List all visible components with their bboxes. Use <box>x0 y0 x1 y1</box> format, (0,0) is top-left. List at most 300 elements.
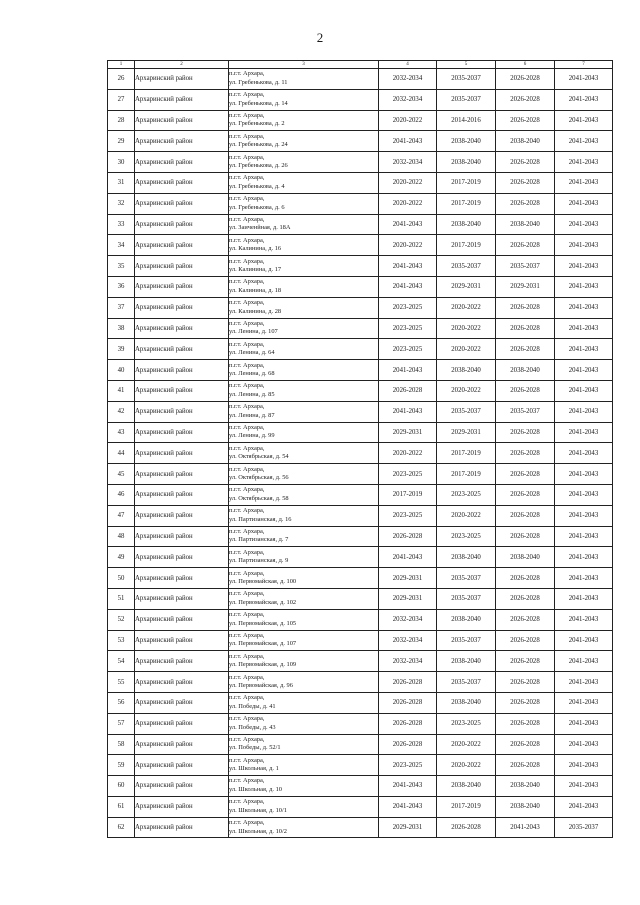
period-col-4: 2023-2025 <box>379 297 437 318</box>
district-name: Архаринский район <box>135 568 229 589</box>
address <box>229 526 379 547</box>
address-street: ул. Ленина, д. 85 <box>229 390 275 398</box>
period-col-5: 2035-2037 <box>437 588 496 609</box>
row-number: 59 <box>108 755 135 776</box>
district-name: Архаринский район <box>135 547 229 568</box>
period-col-5: 2017-2019 <box>437 193 496 214</box>
address-street: ул. Заиченйная, д. 18А <box>229 224 291 232</box>
address-street: ул. Калинина, д. 16 <box>229 245 282 253</box>
period-col-4: 2029-2031 <box>379 817 437 838</box>
period-col-6: 2026-2028 <box>496 734 555 755</box>
address-locality: п.г.т. Архара, <box>229 527 265 535</box>
row-number: 30 <box>108 152 135 173</box>
row-number: 45 <box>108 464 135 485</box>
period-col-4: 2026-2028 <box>379 526 437 547</box>
address-locality: п.г.т. Архара, <box>229 694 265 702</box>
period-col-7: 2041-2043 <box>555 568 613 589</box>
column-number-row <box>108 61 613 69</box>
period-col-7: 2041-2043 <box>555 505 613 526</box>
period-col-7: 2041-2043 <box>555 360 613 381</box>
address-locality: п.г.т. Архара, <box>229 215 265 223</box>
period-col-4: 2032-2034 <box>379 152 437 173</box>
period-col-4: 2020-2022 <box>379 193 437 214</box>
address <box>229 89 379 110</box>
district-name: Архаринский район <box>135 235 229 256</box>
period-col-6: 2038-2040 <box>496 796 555 817</box>
district-name: Архаринский район <box>135 401 229 422</box>
period-col-5: 2035-2037 <box>437 568 496 589</box>
address-street: ул. Школьная, д. 10 <box>229 785 282 793</box>
district-name: Архаринский район <box>135 172 229 193</box>
period-col-6: 2026-2028 <box>496 692 555 713</box>
period-col-6: 2026-2028 <box>496 380 555 401</box>
period-col-6: 2026-2028 <box>496 443 555 464</box>
row-number: 60 <box>108 776 135 797</box>
period-col-6: 2026-2028 <box>496 297 555 318</box>
address-street: ул. Партизанская, д. 16 <box>229 515 292 523</box>
address <box>229 505 379 526</box>
address <box>229 339 379 360</box>
table-row <box>108 734 613 755</box>
period-col-4: 2029-2031 <box>379 422 437 443</box>
table-row <box>108 131 613 152</box>
table-row <box>108 484 613 505</box>
address-street: ул. Гребенькова, д. 2 <box>229 120 285 128</box>
address <box>229 755 379 776</box>
address-street: ул. Первомайская, д. 102 <box>229 598 297 606</box>
period-col-5: 2035-2037 <box>437 672 496 693</box>
period-col-5: 2035-2037 <box>437 89 496 110</box>
row-number: 39 <box>108 339 135 360</box>
district-name: Архаринский район <box>135 672 229 693</box>
address <box>229 568 379 589</box>
district-name: Архаринский район <box>135 755 229 776</box>
period-col-5: 2026-2028 <box>437 817 496 838</box>
district-name: Архаринский район <box>135 692 229 713</box>
period-col-5: 2038-2040 <box>437 609 496 630</box>
row-number: 61 <box>108 796 135 817</box>
address-street: ул. Первомайская, д. 107 <box>229 640 297 648</box>
period-col-4: 2032-2034 <box>379 630 437 651</box>
district-name: Архаринский район <box>135 588 229 609</box>
period-col-6: 2026-2028 <box>496 755 555 776</box>
address <box>229 214 379 235</box>
period-col-4: 2026-2028 <box>379 713 437 734</box>
period-col-7: 2041-2043 <box>555 256 613 277</box>
period-col-5: 2038-2040 <box>437 692 496 713</box>
period-col-5: 2029-2031 <box>437 422 496 443</box>
address-locality: п.г.т. Архара, <box>229 611 265 619</box>
address-street: ул. Гребенькова, д. 4 <box>229 182 285 190</box>
period-col-7: 2041-2043 <box>555 672 613 693</box>
row-number: 62 <box>108 817 135 838</box>
address-street: ул. Школьная, д. 1 <box>229 765 279 773</box>
row-number: 57 <box>108 713 135 734</box>
address-street: ул. Октябрьская, д. 58 <box>229 494 289 502</box>
table-row <box>108 526 613 547</box>
table-row <box>108 380 613 401</box>
row-number: 47 <box>108 505 135 526</box>
column-number-header: 6 <box>496 61 555 69</box>
address-street: ул. Гребенькова, д. 26 <box>229 162 288 170</box>
period-col-5: 2038-2040 <box>437 214 496 235</box>
period-col-7: 2041-2043 <box>555 193 613 214</box>
period-col-4: 2041-2043 <box>379 214 437 235</box>
period-col-4: 2020-2022 <box>379 443 437 464</box>
row-number: 28 <box>108 110 135 131</box>
row-number: 56 <box>108 692 135 713</box>
row-number: 44 <box>108 443 135 464</box>
district-name: Архаринский район <box>135 214 229 235</box>
address <box>229 443 379 464</box>
address <box>229 235 379 256</box>
address <box>229 734 379 755</box>
period-col-4: 2041-2043 <box>379 360 437 381</box>
table-row <box>108 339 613 360</box>
period-col-6: 2026-2028 <box>496 172 555 193</box>
table-row <box>108 713 613 734</box>
period-col-5: 2017-2019 <box>437 796 496 817</box>
period-col-5: 2038-2040 <box>437 547 496 568</box>
table-row <box>108 360 613 381</box>
address <box>229 609 379 630</box>
period-col-5: 2038-2040 <box>437 651 496 672</box>
period-col-4: 2020-2022 <box>379 172 437 193</box>
table-row <box>108 89 613 110</box>
period-col-7: 2041-2043 <box>555 318 613 339</box>
address-locality: п.г.т. Архара, <box>229 590 265 598</box>
district-name: Архаринский район <box>135 713 229 734</box>
address-locality: п.г.т. Архара, <box>229 340 265 348</box>
period-col-7: 2041-2043 <box>555 734 613 755</box>
address <box>229 256 379 277</box>
address-street: ул. Октябрьская, д. 56 <box>229 474 289 482</box>
period-col-4: 2026-2028 <box>379 672 437 693</box>
period-col-6: 2026-2028 <box>496 713 555 734</box>
address-locality: п.г.т. Архара, <box>229 735 265 743</box>
period-col-6: 2038-2040 <box>496 214 555 235</box>
period-col-5: 2035-2037 <box>437 630 496 651</box>
period-col-4: 2023-2025 <box>379 505 437 526</box>
district-name: Архаринский район <box>135 193 229 214</box>
table-row <box>108 256 613 277</box>
period-col-4: 2029-2031 <box>379 588 437 609</box>
period-col-6: 2038-2040 <box>496 360 555 381</box>
period-col-6: 2026-2028 <box>496 588 555 609</box>
table-row <box>108 672 613 693</box>
address-locality: п.г.т. Архара, <box>229 777 265 785</box>
district-name: Архаринский район <box>135 526 229 547</box>
period-col-4: 2023-2025 <box>379 318 437 339</box>
row-number: 48 <box>108 526 135 547</box>
row-number: 52 <box>108 609 135 630</box>
period-col-4: 2041-2043 <box>379 256 437 277</box>
address-locality: п.г.т. Архара, <box>229 631 265 639</box>
period-col-4: 2020-2022 <box>379 110 437 131</box>
address <box>229 630 379 651</box>
district-name: Архаринский район <box>135 339 229 360</box>
period-col-6: 2026-2028 <box>496 484 555 505</box>
row-number: 46 <box>108 484 135 505</box>
period-col-5: 2020-2022 <box>437 380 496 401</box>
table-row <box>108 796 613 817</box>
period-col-7: 2041-2043 <box>555 588 613 609</box>
period-col-5: 2029-2031 <box>437 276 496 297</box>
address <box>229 193 379 214</box>
row-number: 26 <box>108 69 135 90</box>
address <box>229 817 379 838</box>
table-row <box>108 422 613 443</box>
address <box>229 484 379 505</box>
period-col-6: 2035-2037 <box>496 401 555 422</box>
row-number: 58 <box>108 734 135 755</box>
period-col-6: 2026-2028 <box>496 69 555 90</box>
address <box>229 172 379 193</box>
period-col-6: 2038-2040 <box>496 547 555 568</box>
table-row <box>108 443 613 464</box>
address <box>229 401 379 422</box>
address-street: ул. Победы, д. 52/1 <box>229 744 281 752</box>
row-number: 38 <box>108 318 135 339</box>
district-name: Архаринский район <box>135 776 229 797</box>
table-body <box>108 69 613 838</box>
column-number-header: 3 <box>229 61 379 69</box>
address-locality: п.г.т. Архара, <box>229 548 265 556</box>
period-col-6: 2026-2028 <box>496 235 555 256</box>
row-number: 29 <box>108 131 135 152</box>
address-locality: п.г.т. Архара, <box>229 756 265 764</box>
period-col-6: 2026-2028 <box>496 422 555 443</box>
district-name: Архаринский район <box>135 464 229 485</box>
row-number: 41 <box>108 380 135 401</box>
period-col-4: 2029-2031 <box>379 568 437 589</box>
table-row <box>108 755 613 776</box>
period-col-6: 2026-2028 <box>496 568 555 589</box>
address-street: ул. Школьная, д. 10/1 <box>229 806 287 814</box>
address-street: ул. Победы, д. 41 <box>229 702 276 710</box>
table-row <box>108 505 613 526</box>
address <box>229 297 379 318</box>
table-row <box>108 692 613 713</box>
period-col-5: 2023-2025 <box>437 713 496 734</box>
table-row <box>108 276 613 297</box>
period-col-7: 2041-2043 <box>555 172 613 193</box>
period-col-4: 2023-2025 <box>379 464 437 485</box>
period-col-5: 2020-2022 <box>437 755 496 776</box>
table-row <box>108 464 613 485</box>
district-name: Архаринский район <box>135 609 229 630</box>
district-name: Архаринский район <box>135 110 229 131</box>
period-col-7: 2041-2043 <box>555 339 613 360</box>
address-street: ул. Гребенькова, д. 11 <box>229 78 288 86</box>
column-number-header: 2 <box>135 61 229 69</box>
address-street: ул. Первомайская, д. 105 <box>229 619 297 627</box>
address-locality: п.г.т. Архара, <box>229 507 265 515</box>
district-name: Архаринский район <box>135 89 229 110</box>
period-col-6: 2029-2031 <box>496 276 555 297</box>
period-col-7: 2041-2043 <box>555 651 613 672</box>
period-col-5: 2020-2022 <box>437 297 496 318</box>
table-row <box>108 817 613 838</box>
period-col-4: 2041-2043 <box>379 401 437 422</box>
address-street: ул. Партизанская, д. 7 <box>229 536 289 544</box>
period-col-7: 2041-2043 <box>555 152 613 173</box>
period-col-5: 2035-2037 <box>437 256 496 277</box>
address-locality: п.г.т. Архара, <box>229 465 265 473</box>
row-number: 36 <box>108 276 135 297</box>
district-name: Архаринский район <box>135 69 229 90</box>
table-row <box>108 193 613 214</box>
district-name: Архаринский район <box>135 443 229 464</box>
address <box>229 651 379 672</box>
table-row <box>108 297 613 318</box>
housing-registry-table <box>107 60 613 838</box>
address-street: ул. Октябрьская, д. 54 <box>229 453 289 461</box>
column-number-header: 4 <box>379 61 437 69</box>
address-street: ул. Ленина, д. 107 <box>229 328 278 336</box>
address-locality: п.г.т. Архара, <box>229 715 265 723</box>
address <box>229 276 379 297</box>
period-col-5: 2035-2037 <box>437 69 496 90</box>
period-col-4: 2041-2043 <box>379 776 437 797</box>
district-name: Архаринский район <box>135 484 229 505</box>
row-number: 55 <box>108 672 135 693</box>
address-street: ул. Гребенькова, д. 6 <box>229 203 285 211</box>
period-col-6: 2026-2028 <box>496 318 555 339</box>
address-locality: п.г.т. Архара, <box>229 423 265 431</box>
address-locality: п.г.т. Архара, <box>229 486 265 494</box>
row-number: 49 <box>108 547 135 568</box>
table-row <box>108 401 613 422</box>
row-number: 50 <box>108 568 135 589</box>
page-number: 2 <box>316 30 324 45</box>
table-row <box>108 588 613 609</box>
address-locality: п.г.т. Архара, <box>229 673 265 681</box>
address-street: ул. Ленина, д. 64 <box>229 349 275 357</box>
period-col-7: 2041-2043 <box>555 713 613 734</box>
period-col-4: 2032-2034 <box>379 69 437 90</box>
period-col-5: 2038-2040 <box>437 360 496 381</box>
table-row <box>108 318 613 339</box>
period-col-7: 2035-2037 <box>555 817 613 838</box>
row-number: 27 <box>108 89 135 110</box>
period-col-5: 2020-2022 <box>437 339 496 360</box>
address-street: ул. Калинина, д. 17 <box>229 266 282 274</box>
address <box>229 692 379 713</box>
row-number: 37 <box>108 297 135 318</box>
address-street: ул. Гребенькова, д. 14 <box>229 99 288 107</box>
address <box>229 152 379 173</box>
period-col-7: 2041-2043 <box>555 110 613 131</box>
address-locality: п.г.т. Архара, <box>229 70 265 78</box>
address-locality: п.г.т. Архара, <box>229 819 265 827</box>
table-row <box>108 609 613 630</box>
district-name: Архаринский район <box>135 505 229 526</box>
address-street: ул. Партизанская, д. 9 <box>229 557 289 565</box>
period-col-7: 2041-2043 <box>555 297 613 318</box>
district-name: Архаринский район <box>135 360 229 381</box>
period-col-6: 2026-2028 <box>496 152 555 173</box>
address <box>229 588 379 609</box>
period-col-7: 2041-2043 <box>555 401 613 422</box>
address-street: ул. Ленина, д. 87 <box>229 411 275 419</box>
period-col-5: 2038-2040 <box>437 131 496 152</box>
period-col-5: 2020-2022 <box>437 318 496 339</box>
address-street: ул. Первомайская, д. 109 <box>229 661 297 669</box>
row-number: 42 <box>108 401 135 422</box>
address <box>229 796 379 817</box>
column-number-header: 1 <box>108 61 135 69</box>
row-number: 43 <box>108 422 135 443</box>
table-row <box>108 651 613 672</box>
address-street: ул. Ленина, д. 99 <box>229 432 275 440</box>
column-number-header: 5 <box>437 61 496 69</box>
address-locality: п.г.т. Архара, <box>229 382 265 390</box>
period-col-5: 2017-2019 <box>437 172 496 193</box>
district-name: Архаринский район <box>135 651 229 672</box>
address-locality: п.г.т. Архара, <box>229 403 265 411</box>
period-col-7: 2041-2043 <box>555 526 613 547</box>
district-name: Архаринский район <box>135 256 229 277</box>
period-col-4: 2032-2034 <box>379 609 437 630</box>
row-number: 35 <box>108 256 135 277</box>
district-name: Архаринский район <box>135 734 229 755</box>
address <box>229 464 379 485</box>
period-col-6: 2026-2028 <box>496 89 555 110</box>
period-col-7: 2041-2043 <box>555 380 613 401</box>
address-street: ул. Школьная, д. 10/2 <box>229 827 287 835</box>
address-street: ул. Победы, д. 43 <box>229 723 276 731</box>
table-row <box>108 235 613 256</box>
period-col-7: 2041-2043 <box>555 464 613 485</box>
period-col-4: 2041-2043 <box>379 796 437 817</box>
period-col-6: 2038-2040 <box>496 776 555 797</box>
period-col-4: 2041-2043 <box>379 131 437 152</box>
district-name: Архаринский район <box>135 817 229 838</box>
address <box>229 713 379 734</box>
address-locality: п.г.т. Архара, <box>229 278 265 286</box>
period-col-4: 2032-2034 <box>379 89 437 110</box>
period-col-7: 2041-2043 <box>555 755 613 776</box>
address <box>229 422 379 443</box>
period-col-4: 2041-2043 <box>379 276 437 297</box>
period-col-6: 2026-2028 <box>496 651 555 672</box>
column-number-header: 7 <box>555 61 613 69</box>
table-row <box>108 152 613 173</box>
address-locality: п.г.т. Архара, <box>229 361 265 369</box>
period-col-5: 2017-2019 <box>437 235 496 256</box>
period-col-7: 2041-2043 <box>555 443 613 464</box>
period-col-7: 2041-2043 <box>555 69 613 90</box>
district-name: Архаринский район <box>135 380 229 401</box>
address-street: ул. Калинина, д. 28 <box>229 307 282 315</box>
address-locality: п.г.т. Архара, <box>229 132 265 140</box>
period-col-4: 2023-2025 <box>379 339 437 360</box>
period-col-6: 2026-2028 <box>496 193 555 214</box>
table-row <box>108 568 613 589</box>
period-col-6: 2026-2028 <box>496 630 555 651</box>
address <box>229 69 379 90</box>
period-col-6: 2026-2028 <box>496 110 555 131</box>
district-name: Архаринский район <box>135 630 229 651</box>
period-col-7: 2041-2043 <box>555 89 613 110</box>
address <box>229 318 379 339</box>
period-col-7: 2041-2043 <box>555 484 613 505</box>
period-col-5: 2023-2025 <box>437 526 496 547</box>
address-locality: п.г.т. Архара, <box>229 444 265 452</box>
address-street: ул. Калинина, д. 18 <box>229 286 282 294</box>
row-number: 32 <box>108 193 135 214</box>
